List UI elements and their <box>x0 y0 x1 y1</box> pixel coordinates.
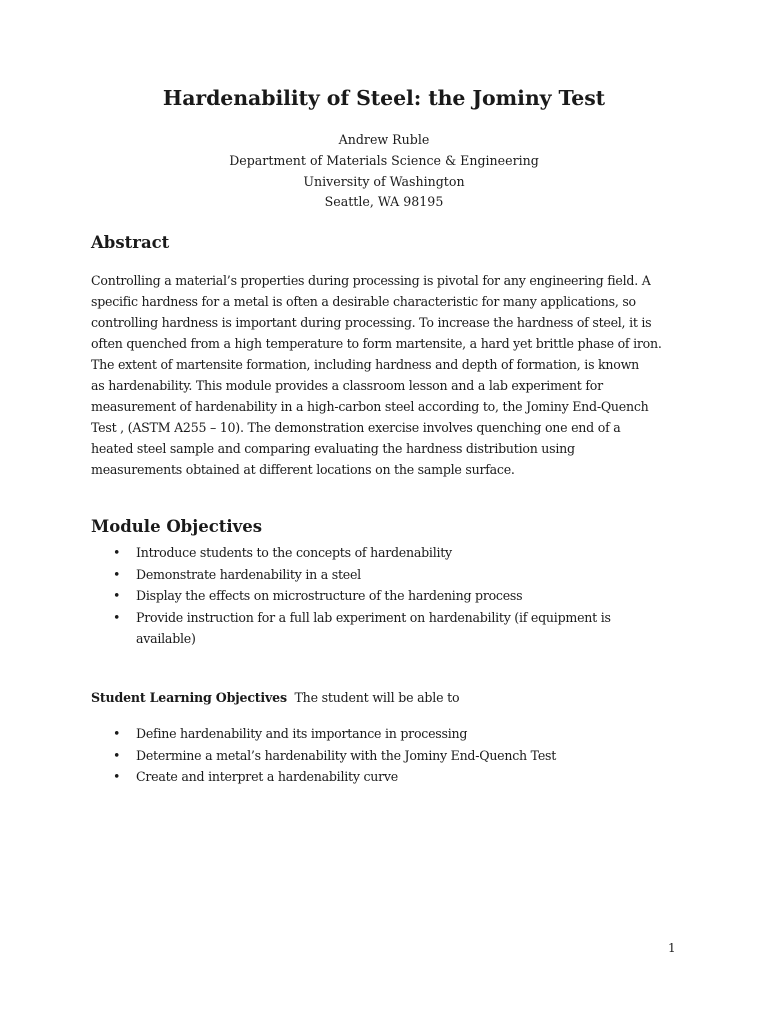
bullet-icon: • <box>113 588 121 603</box>
page-number: 1 <box>668 941 676 955</box>
module-objectives-list <box>91 542 691 650</box>
bullet-icon: • <box>113 747 121 763</box>
author-block <box>0 130 768 213</box>
abstract-paragraph <box>91 270 691 480</box>
slo-heading-label: Student Learning Objectives <box>91 690 287 705</box>
abstract-line: measurements obtained at different locations on the sample surface. <box>91 462 515 477</box>
bullet-icon: • <box>113 769 121 784</box>
student-learning-objectives-list <box>91 723 691 788</box>
abstract-heading: Abstract <box>91 233 170 252</box>
bullet-icon: • <box>113 566 121 582</box>
list-item <box>91 745 691 767</box>
list-item-text: Provide instruction for a full lab experiment on hardenability (if equipment is <box>136 609 611 625</box>
abstract-line: measurement of hardenability in a high-carbon steel according to, the Jominy End-Quench <box>91 399 649 414</box>
bullet-icon: • <box>113 726 121 741</box>
list-item-text: Introduce students to the concepts of hardenability <box>136 545 452 560</box>
abstract-line: controlling hardness is important during processing. To increase the hardness of steel, it is <box>91 315 652 330</box>
abstract-line: often quenched from a high temperature to form martensite, a hard yet brittle phase of iron. <box>91 336 662 351</box>
module-objectives-heading: Module Objectives <box>91 517 263 536</box>
author-university: University of Washington <box>303 173 465 189</box>
bullet-icon: • <box>113 545 121 560</box>
document-title: Hardenability of Steel: the Jominy Test <box>162 86 606 110</box>
list-item-text: Create and interpret a hardenability curve <box>136 769 398 784</box>
list-item-continuation: available) <box>136 631 196 646</box>
author-name: Andrew Ruble <box>338 132 430 147</box>
abstract-line: Controlling a material’s properties during processing is pivotal for any engineering field. A <box>91 273 651 288</box>
slo-intro: The student will be able to <box>294 690 460 705</box>
author-department: Department of Materials Science & Engineering <box>229 152 539 168</box>
list-item <box>91 564 691 586</box>
abstract-line: The extent of martensite formation, including hardness and depth of formation, is known <box>91 357 639 372</box>
list-item <box>91 723 691 745</box>
abstract-line: Test , (ASTM A255 – 10). The demonstration exercise involves quenching one end of a <box>91 420 621 435</box>
list-item <box>91 766 691 788</box>
abstract-line: as hardenability. This module provides a classroom lesson and a lab experiment for <box>91 378 603 393</box>
list-item <box>91 542 691 564</box>
bullet-icon: • <box>113 609 121 625</box>
list-item <box>91 607 691 650</box>
abstract-line: heated steel sample and comparing evaluating the hardness distribution using <box>91 441 575 456</box>
list-item-text: Define hardenability and its importance in processing <box>136 726 468 741</box>
list-item-text: Demonstrate hardenability in a steel <box>136 566 361 582</box>
list-item-text: Determine a metal’s hardenability with the Jominy End-Quench Test <box>136 747 557 763</box>
author-location: Seattle, WA 98195 <box>324 194 444 210</box>
list-item-text: Display the effects on microstructure of the hardening process <box>136 588 523 603</box>
student-learning-objectives-heading <box>91 690 459 705</box>
abstract-line: specific hardness for a metal is often a desirable characteristic for many applications, so <box>91 294 636 309</box>
list-item <box>91 585 691 607</box>
